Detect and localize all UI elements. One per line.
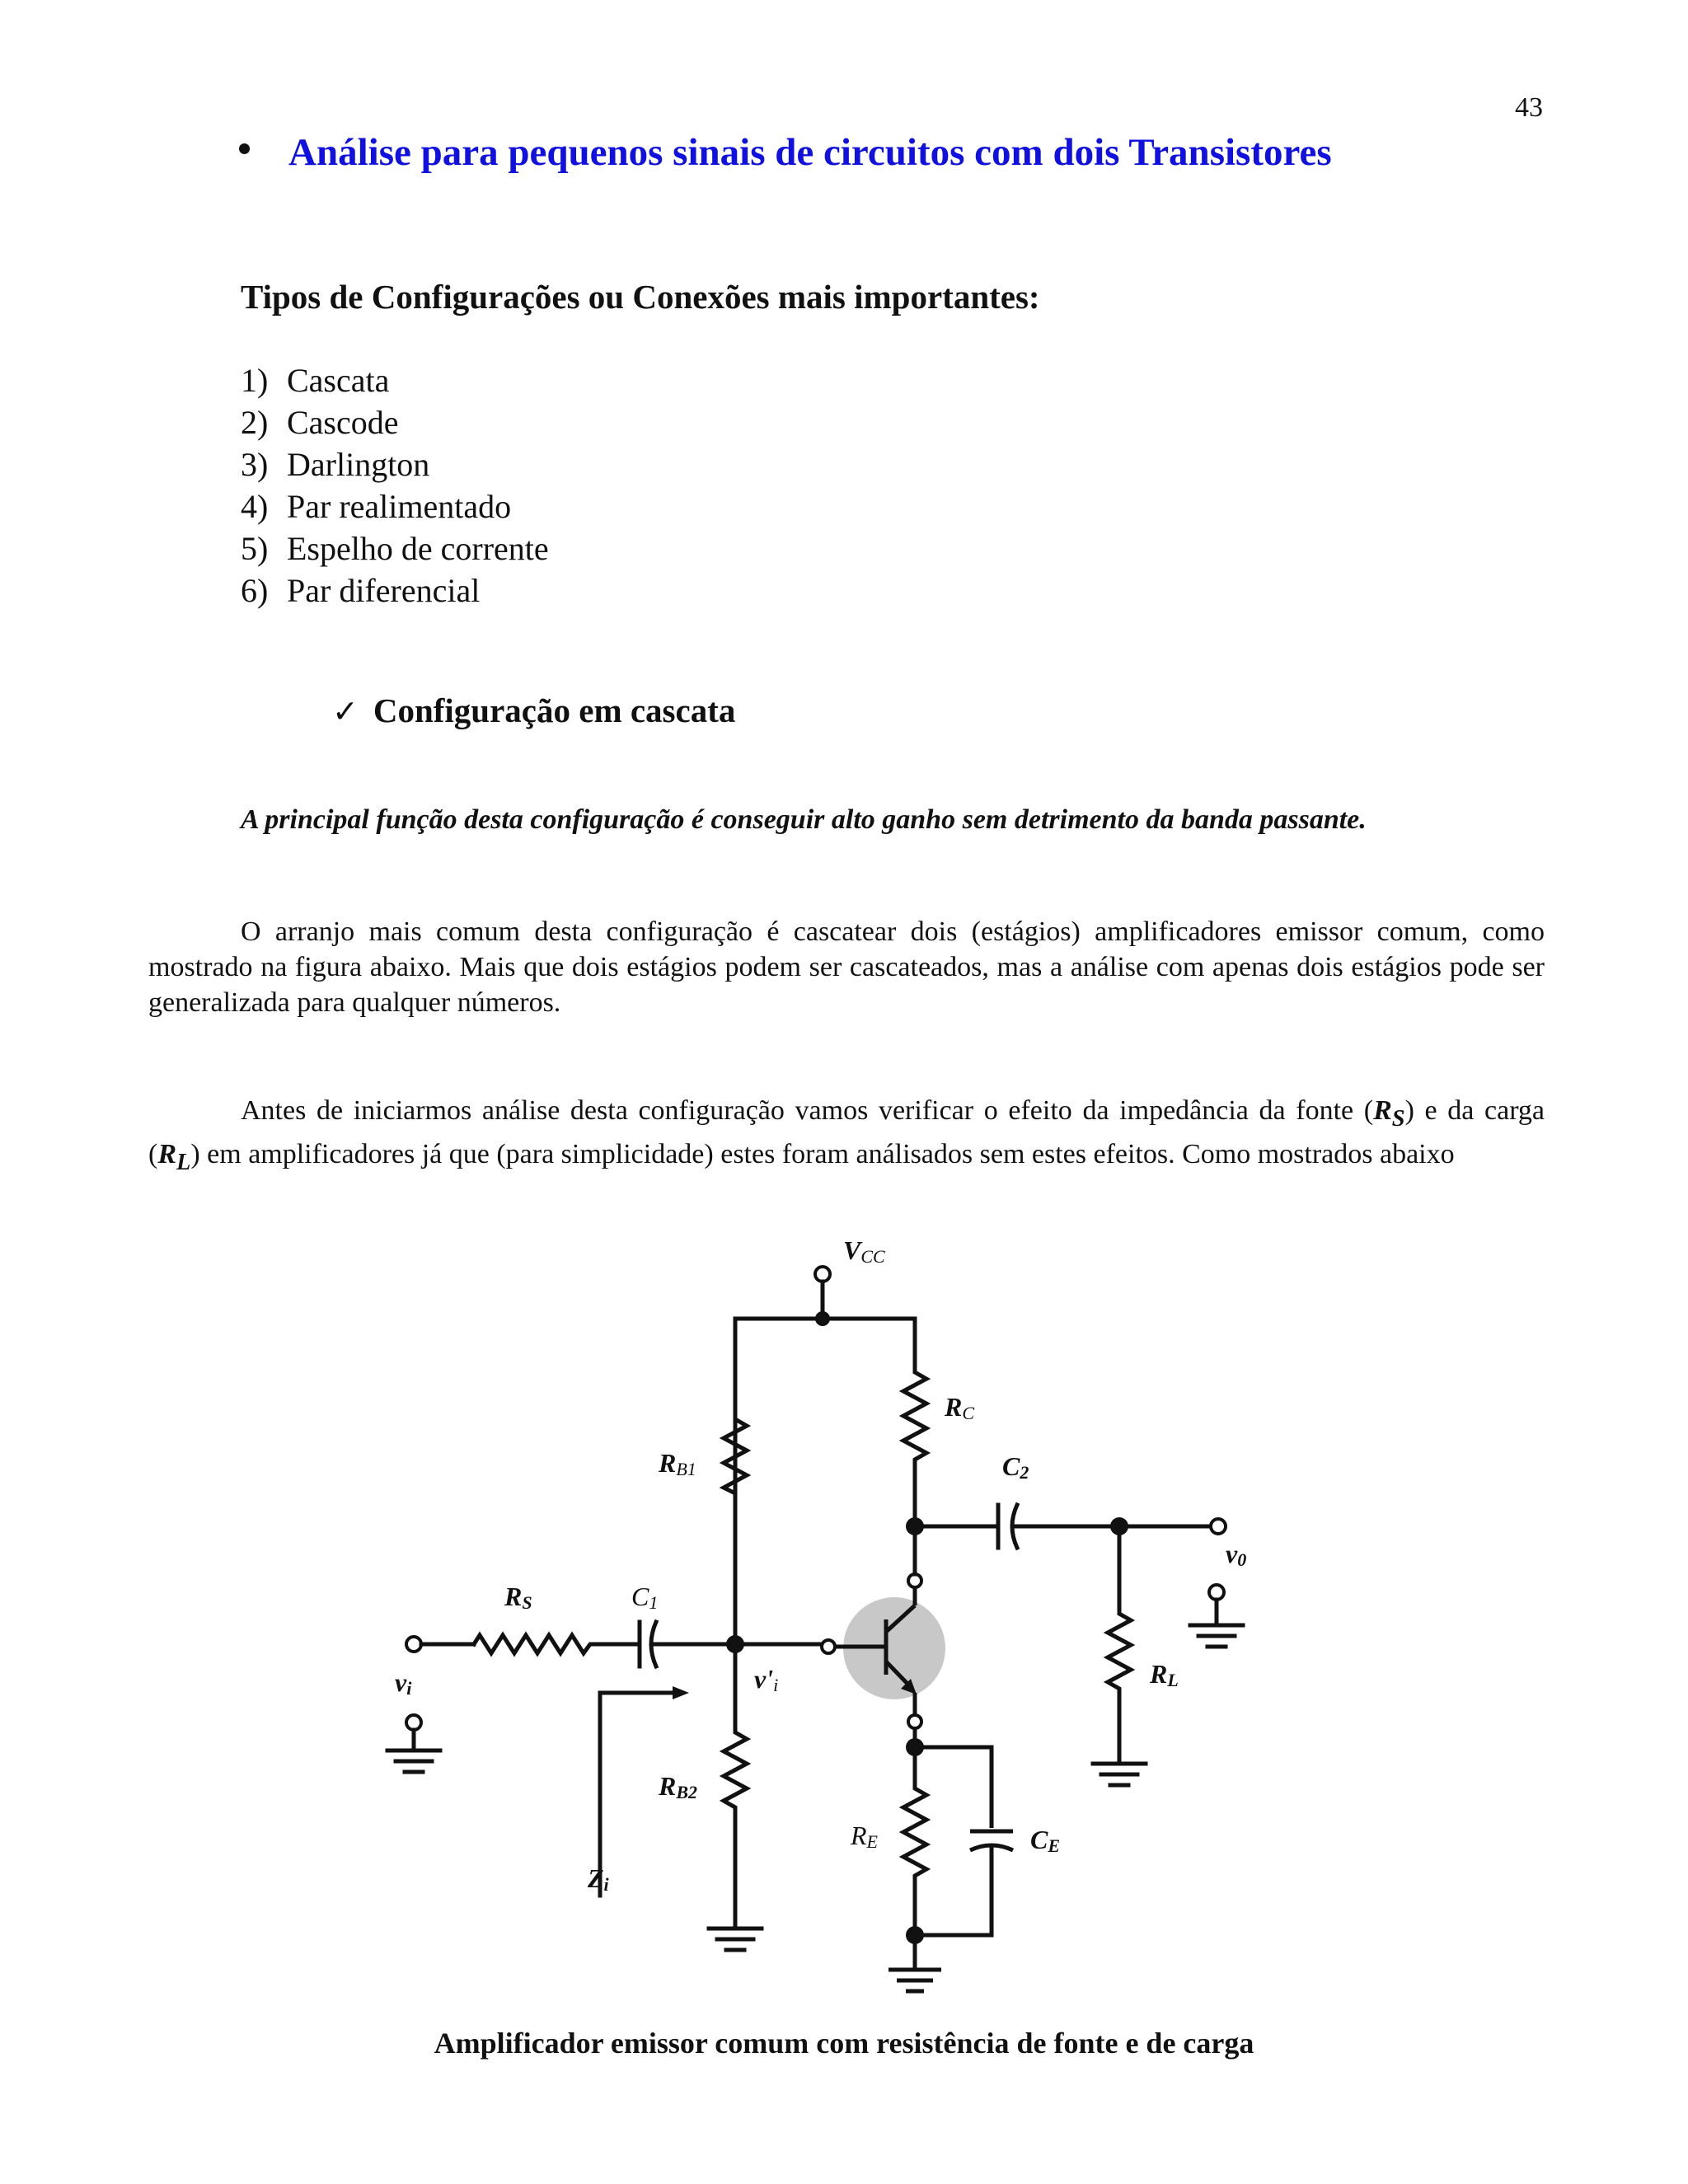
vi-label: vi — [395, 1667, 412, 1699]
configurations-heading: Tipos de Configurações ou Conexões mais importantes: — [241, 278, 1040, 316]
checkmark-icon: ✓ — [332, 693, 359, 729]
paragraph-text: O arranjo mais comum desta configuração é cascatear dois (estágios) amplificadores emissor comum, como mostrado na figura abaixo. Mais que dois estágios podem ser cascateados, mas a análise com apenas dois estágios pode ser generalizada para qualquer números. — [148, 916, 1545, 1018]
vcc-label: VCC — [843, 1235, 885, 1267]
vprime-i-label: v'i — [754, 1664, 779, 1695]
rb1-label: RB1 — [659, 1448, 696, 1479]
list-item: 3) Darlington — [241, 446, 430, 483]
cascade-heading-label: Configuração em cascata — [373, 691, 736, 729]
paragraph-cascade-arrangement — [148, 914, 1545, 1020]
re-label: RE — [851, 1821, 878, 1852]
rs-label: RS — [504, 1582, 532, 1613]
v0-label: v0 — [1226, 1539, 1247, 1570]
ce-label: CE — [1030, 1825, 1061, 1856]
configurations-list — [241, 359, 549, 612]
paragraph-impedance-effects — [148, 1093, 1545, 1180]
list-item: 5) Espelho de corrente — [241, 530, 549, 567]
zi-label: Zi — [588, 1863, 609, 1895]
list-item: 2) Cascode — [241, 404, 399, 441]
figure-caption: Amplificador emissor comum com resistência de fonte e de carga — [434, 2027, 1254, 2060]
list-item: 4) Par realimentado — [241, 488, 512, 525]
c2-label: C2 — [1002, 1451, 1029, 1483]
rc-label: RC — [945, 1392, 975, 1423]
c1-label: C1 — [631, 1582, 659, 1613]
rl-label: RL — [1150, 1659, 1179, 1690]
main-function-statement: A principal função desta configuração é conseguir alto ganho sem detrimento da banda passante. — [241, 804, 1367, 835]
common-emitter-circuit-diagram — [363, 1220, 1286, 2011]
bullet-icon — [239, 143, 250, 154]
list-item: 1) Cascata — [241, 362, 390, 399]
list-item: 6) Par diferencial — [241, 572, 481, 609]
section-title: Análise para pequenos sinais de circuitos com dois Transistores — [288, 131, 1332, 174]
rb2-label: RB2 — [659, 1771, 698, 1802]
cascade-heading — [332, 691, 735, 730]
paragraph-text: Antes de iniciarmos análise desta configuração vamos verificar o efeito da impedância da fonte $(R_S)$ e da carga $(R_L)$ em amplificadores já que (para simplicidade) estes foram análisados sem estes efeitos. Como mostrados abaixo — [148, 1095, 1545, 1175]
page-number: 43 — [1515, 92, 1543, 123]
